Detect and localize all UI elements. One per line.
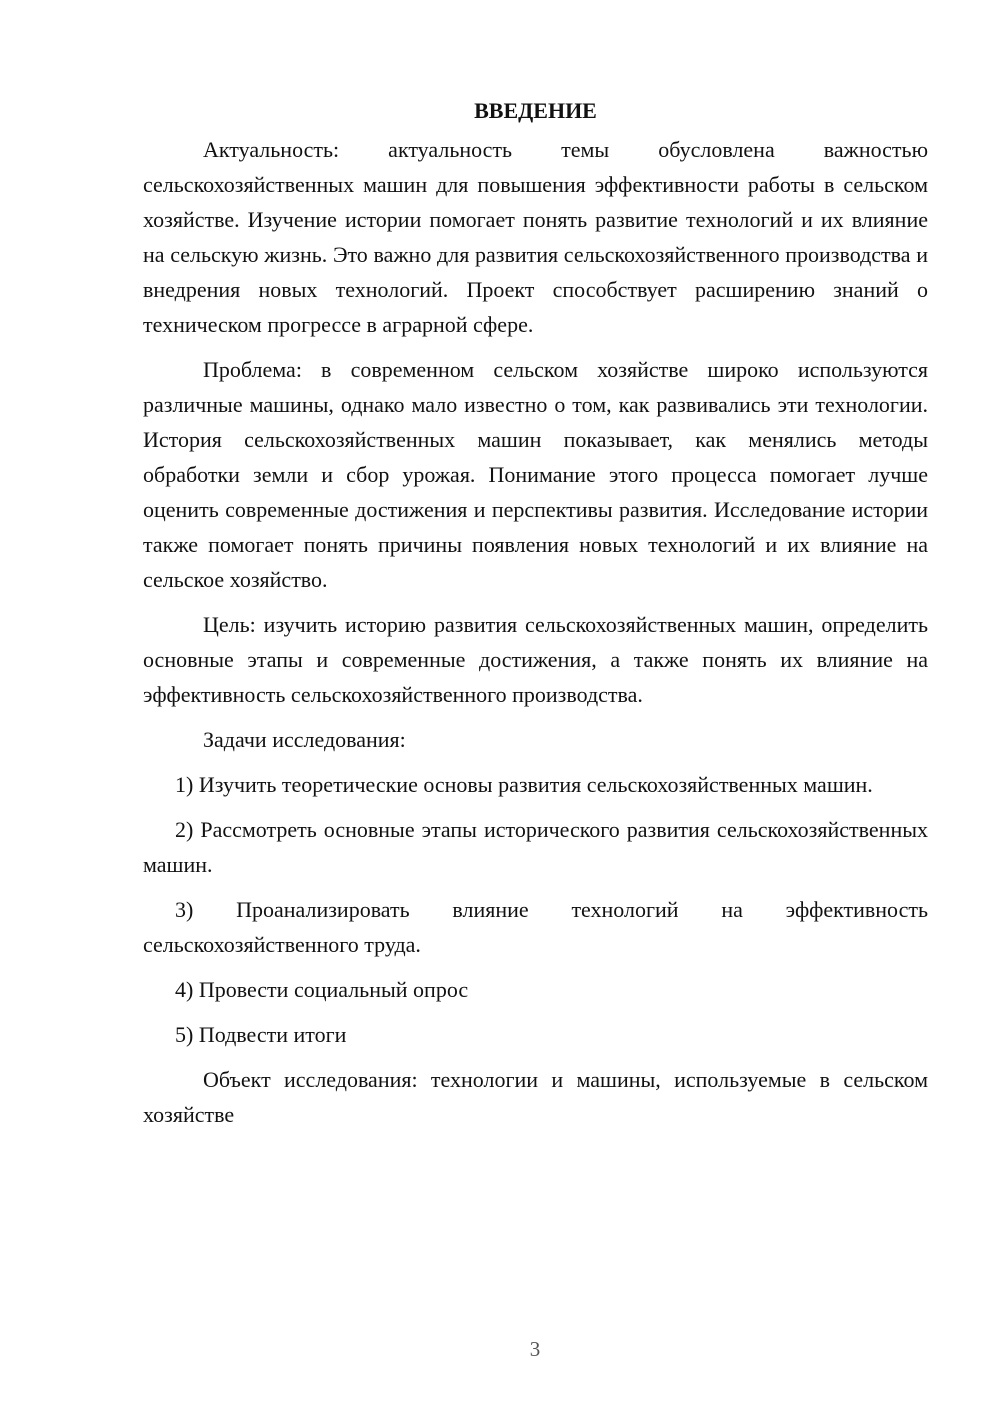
task-item-3: 3) Проанализировать влияние технологий на эффективность сельскохозяйственного труда. xyxy=(143,897,928,957)
goal-paragraph: Цель: изучить историю развития сельскохозяйственных машин, определить основные этапы и современные достижения, а также понять их влияние на эффективность сельскохозяйственного производства. xyxy=(143,612,928,707)
task-item-5: 5) Подвести итоги xyxy=(175,1022,347,1047)
section-title: ВВЕДЕНИЕ xyxy=(474,98,597,123)
task-item-1: 1) Изучить теоретические основы развития сельскохозяйственных машин. xyxy=(175,772,873,797)
object-paragraph: Объект исследования: технологии и машины, используемые в сельском хозяйстве xyxy=(143,1067,928,1127)
page-content xyxy=(143,93,928,1142)
relevance-paragraph: Актуальность: актуальность темы обусловлена важностью сельскохозяйственных машин для повышения эффективности работы в сельском хозяйстве. Изучение истории помогает понять развитие технологий и их влияние на сельскую жизнь. Это важно для развития сельскохозяйственного производства и внедрения новых технологий. Проект способствует расширению знаний о техническом прогрессе в аграрной сфере. xyxy=(143,137,928,337)
page-number: 3 xyxy=(529,1337,541,1361)
problem-paragraph: Проблема: в современном сельском хозяйстве широко используются различные машины, однако мало известно о том, как развивались эти технологии. История сельскохозяйственных машин показывает, как менялись методы обработки земли и сбор урожая. Понимание этого процесса помогает лучше оценить современные достижения и перспективы развития. Исследование истории также помогает понять причины появления новых технологий и их влияние на сельское хозяйство. xyxy=(143,357,928,592)
task-item-4: 4) Провести социальный опрос xyxy=(175,977,469,1002)
tasks-heading: Задачи исследования: xyxy=(203,727,406,752)
task-item-2: 2) Рассмотреть основные этапы исторического развития сельскохозяйственных машин. xyxy=(143,817,928,877)
